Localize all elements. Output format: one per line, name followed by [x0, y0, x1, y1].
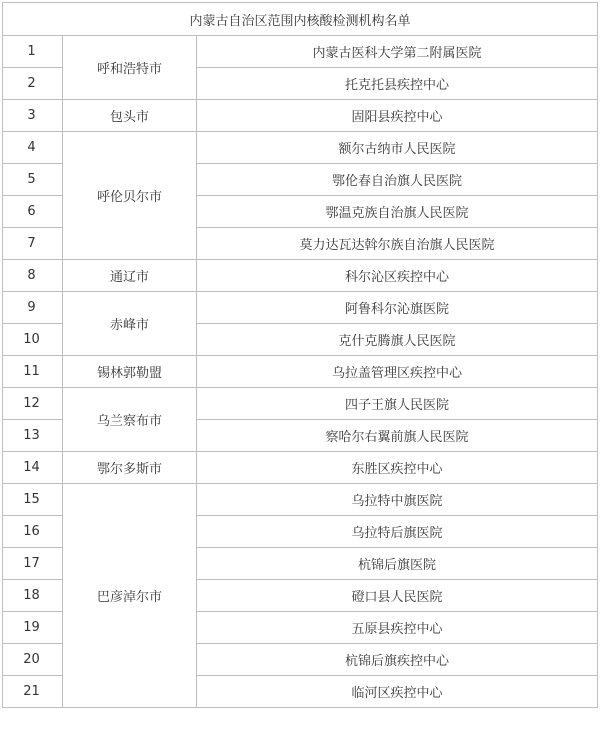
institution-cell: 乌拉特后旗医院 — [197, 516, 598, 548]
city-cell: 包头市 — [63, 100, 197, 132]
row-number: 8 — [3, 260, 63, 292]
row-number: 6 — [3, 196, 63, 228]
row-number: 2 — [3, 68, 63, 100]
table-row — [3, 100, 598, 132]
institution-cell: 莫力达瓦达斡尔族自治旗人民医院 — [197, 228, 598, 260]
institution-cell: 杭锦后旗疾控中心 — [197, 644, 598, 676]
row-number: 18 — [3, 580, 63, 612]
institution-cell: 乌拉盖管理区疾控中心 — [197, 356, 598, 388]
city-cell: 呼伦贝尔市 — [63, 132, 197, 260]
city-cell: 赤峰市 — [63, 292, 197, 356]
row-number: 12 — [3, 388, 63, 420]
institution-cell: 克什克腾旗人民医院 — [197, 324, 598, 356]
table-row — [3, 260, 598, 292]
city-cell: 通辽市 — [63, 260, 197, 292]
institution-cell: 临河区疾控中心 — [197, 676, 598, 708]
row-number: 15 — [3, 484, 63, 516]
testing-institutions-table — [2, 2, 598, 708]
row-number: 5 — [3, 164, 63, 196]
institution-cell: 四子王旗人民医院 — [197, 388, 598, 420]
row-number: 9 — [3, 292, 63, 324]
table-row — [3, 132, 598, 164]
title-row — [3, 3, 598, 36]
row-number: 10 — [3, 324, 63, 356]
row-number: 4 — [3, 132, 63, 164]
row-number: 3 — [3, 100, 63, 132]
institution-cell: 鄂伦春自治旗人民医院 — [197, 164, 598, 196]
city-cell: 鄂尔多斯市 — [63, 452, 197, 484]
institution-cell: 察哈尔右翼前旗人民医院 — [197, 420, 598, 452]
table-row — [3, 356, 598, 388]
institution-cell: 内蒙古医科大学第二附属医院 — [197, 36, 598, 68]
table-row — [3, 292, 598, 324]
institution-cell: 东胜区疾控中心 — [197, 452, 598, 484]
city-cell: 锡林郭勒盟 — [63, 356, 197, 388]
table-row — [3, 388, 598, 420]
table-title: 内蒙古自治区范围内核酸检测机构名单 — [3, 3, 598, 36]
row-number: 1 — [3, 36, 63, 68]
row-number: 21 — [3, 676, 63, 708]
row-number: 11 — [3, 356, 63, 388]
institution-cell: 磴口县人民医院 — [197, 580, 598, 612]
institution-cell: 乌拉特中旗医院 — [197, 484, 598, 516]
row-number: 7 — [3, 228, 63, 260]
institution-cell: 托克托县疾控中心 — [197, 68, 598, 100]
row-number: 13 — [3, 420, 63, 452]
institution-cell: 鄂温克族自治旗人民医院 — [197, 196, 598, 228]
institution-cell: 科尔沁区疾控中心 — [197, 260, 598, 292]
institution-cell: 额尔古纳市人民医院 — [197, 132, 598, 164]
row-number: 19 — [3, 612, 63, 644]
row-number: 14 — [3, 452, 63, 484]
table-row — [3, 452, 598, 484]
city-cell: 呼和浩特市 — [63, 36, 197, 100]
row-number: 20 — [3, 644, 63, 676]
table-row — [3, 36, 598, 68]
city-cell: 乌兰察布市 — [63, 388, 197, 452]
institution-cell: 阿鲁科尔沁旗医院 — [197, 292, 598, 324]
institution-cell: 杭锦后旗医院 — [197, 548, 598, 580]
institution-cell: 五原县疾控中心 — [197, 612, 598, 644]
institution-cell: 固阳县疾控中心 — [197, 100, 598, 132]
table-row — [3, 484, 598, 516]
city-cell: 巴彦淖尔市 — [63, 484, 197, 708]
row-number: 17 — [3, 548, 63, 580]
row-number: 16 — [3, 516, 63, 548]
